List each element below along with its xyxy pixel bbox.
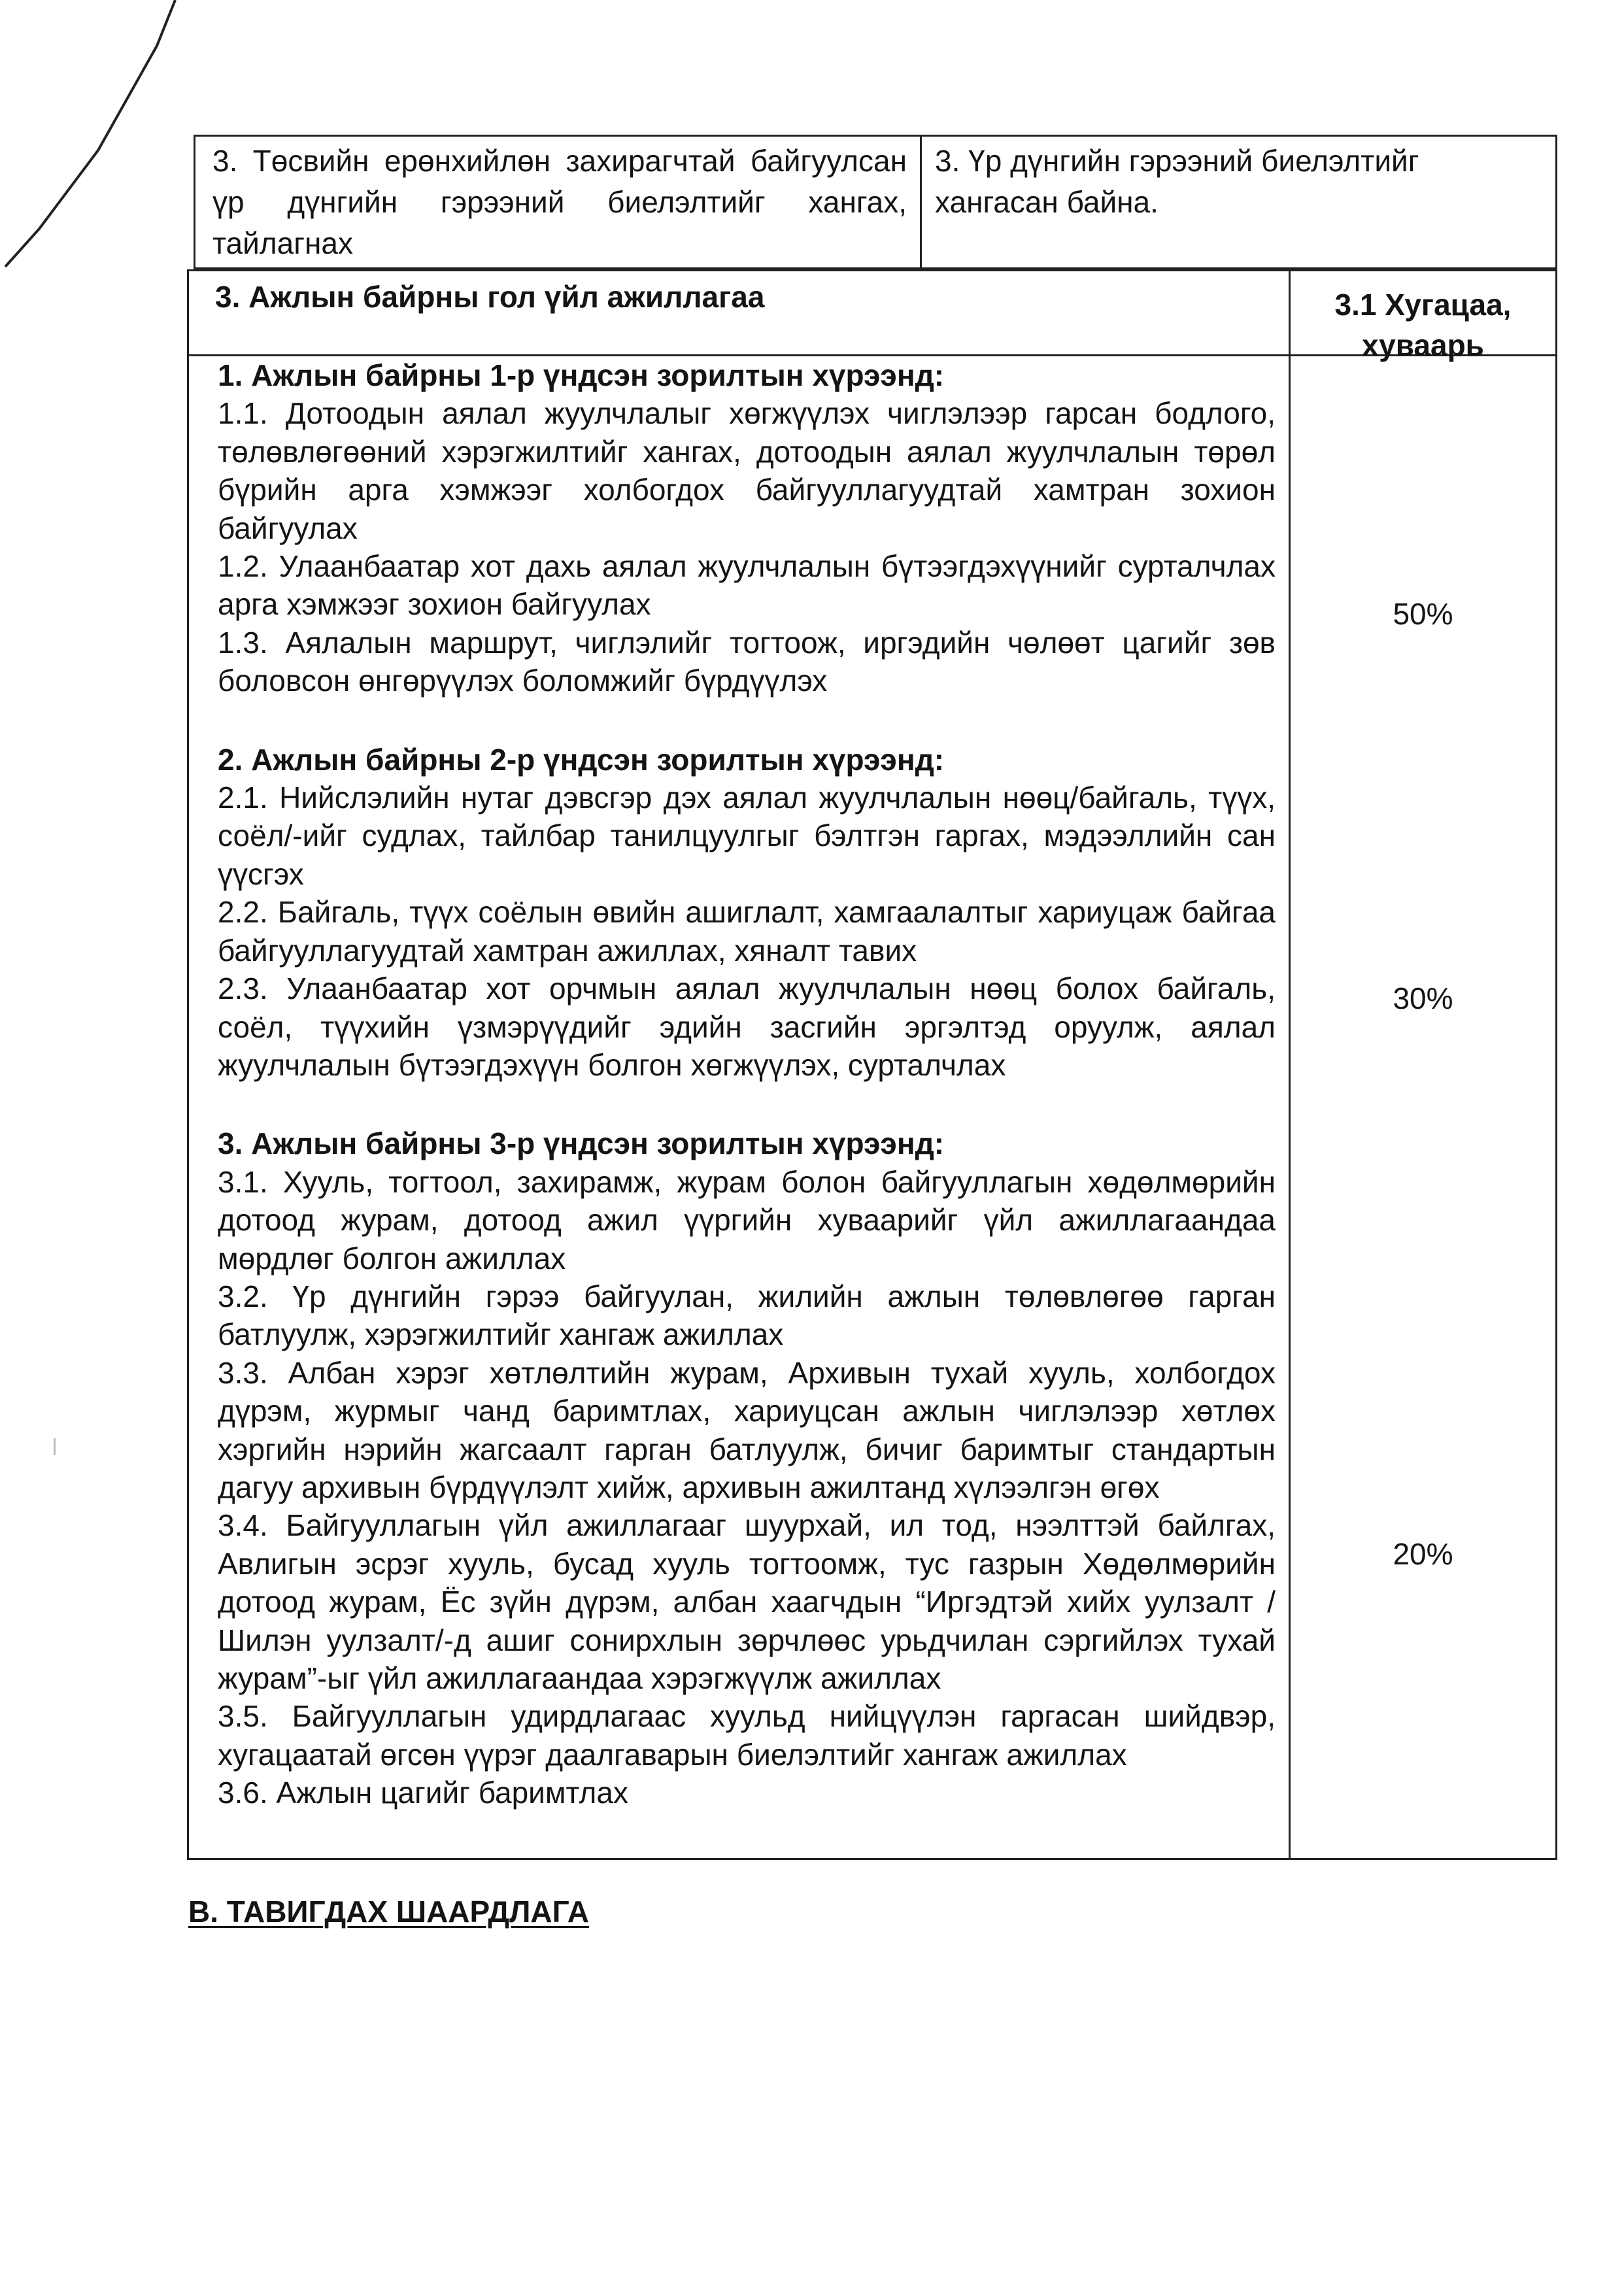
task-item: 2.1. Нийслэлийн нутаг дэвсгэр дэх аялал жуулчлалын нөөц/байгаль, түүх, соёл/-ийг судлах, тайлбар танилцуулгыг бэлтгэн гаргах, мэдээллийн сан үүсгэх (218, 781, 1276, 891)
activities-column (189, 356, 1291, 1858)
section-goal-3 (218, 1124, 1276, 1812)
main-activities-table (187, 269, 1557, 1860)
time-share-goal-2: 30% (1393, 981, 1453, 1015)
result-cell: 3. Үр дүнгийн гэрээний биелэлтийг хангасан байна. (935, 144, 1419, 220)
section-title: 1. Ажлын байрны 1-р үндсэн зорилтын хүрээнд: (218, 358, 945, 392)
duty-cell: 3. Төсвийн ерөнхийлөн захирагчтай байгуулсан үр дүнгийн гэрээний биелэлтийг хангах, тайлагнах (195, 137, 922, 267)
table-body (189, 356, 1555, 1858)
task-item: 3.2. Үр дүнгийн гэрээ байгуулан, жилийн ажлын төлөвлөгөө гарган батлуулж, хэрэгжилтийг хангаж ажиллах (218, 1279, 1276, 1352)
result-contract-table (194, 135, 1557, 269)
task-item: 1.3. Аялалын маршрут, чиглэлийг тогтоож, иргэдийн чөлөөт цагийг зөв боловсон өнгөрүүлэх боломжийг бүрдүүлэх (218, 625, 1276, 698)
section-title: 2. Ажлын байрны 2-р үндсэн зорилтын хүрээнд: (218, 742, 945, 777)
section-goal-1 (218, 356, 1276, 700)
scan-artifact-line (0, 0, 196, 275)
table-header (189, 271, 1555, 363)
schedule-column (1291, 356, 1555, 1858)
task-item: 1.2. Улаанбаатар хот дахь аялал жуулчлалын бүтээгдэхүүнийг сурталчлах арга хэмжээг зохион байгуулах (218, 549, 1276, 622)
task-item: 3.5. Байгууллагын удирдлагаас хуульд нийцүүлэн гаргасан шийдвэр, хугацаатай өгсөн үүрэг даалгаварын биелэлтийг хангаж ажиллах (218, 1699, 1276, 1772)
time-share-goal-1: 50% (1393, 597, 1453, 631)
requirements-heading: В. ТАВИГДАХ ШААРДЛАГА (188, 1895, 589, 1929)
task-item: 3.1. Хууль, тогтоол, захирамж, журам болон байгууллагын хөдөлмөрийн дотоод журам, дотоод ажил үүргийн хуваарийг үйл ажиллагаандаа мөрдлөг болгон ажиллах (218, 1164, 1276, 1275)
task-item: 3.6. Ажлын цагийг баримтлах (218, 1776, 628, 1810)
task-item: 3.4. Байгууллагын үйл ажиллагааг шуурхай, ил тод, нээлттэй байлгах, Авлигын эсрэг хууль, бусад хууль тогтоомж, тус газрын Хөдөлмөрийн дотоод журам, Ёс зүйн дүрэм, албан хаагчдын “Иргэдтэй хийх уулзалт /Шилэн уулзалт/-д ашиг сонирхлын зөрчлөөс урьдчилан сэргийлэх тухай журам”-ыг үйл ажиллагаандаа хэрэгжүүлж ажиллах (218, 1508, 1276, 1695)
task-item: 3.3. Албан хэрэг хөтлөлтийн журам, Архивын тухай хууль, холбогдох дүрэм, журмыг чанд баримтлах, хариуцсан ажлын чиглэлээр хөтлөх хэргийн нэрийн жагсаалт гарган батлуулж, бичиг баримтыг стандартын дагуу архивын бүрдүүлэлт хийж, архивын ажилтанд хүлээлгэн өгөх (218, 1355, 1276, 1504)
section-goal-2 (218, 741, 1276, 1085)
header-schedule: 3.1 Хугацаа, хуваарь (1334, 288, 1512, 363)
section-title: 3. Ажлын байрны 3-р үндсэн зорилтын хүрээнд: (218, 1126, 945, 1161)
header-activities: 3. Ажлын байрны гол үйл ажиллагаа (189, 271, 1291, 354)
scan-artifact-mark (54, 1438, 56, 1455)
task-item: 1.1. Дотоодын аялал жуулчлалыг хөгжүүлэх чиглэлээр гарсан бодлого, төлөвлөгөөний хэрэгжилтийг хангах, дотоодын аялал жуулчлалын төрөл бүрийн арга хэмжээг холбогдох байгууллагуудтай хамтран зохион байгуулах (218, 396, 1276, 545)
time-share-goal-3: 20% (1393, 1536, 1453, 1571)
task-item: 2.3. Улаанбаатар хот орчмын аялал жуулчлалын нөөц болох байгаль, соёл, түүхийн үзмэрүүдийг эдийн засгийн эргэлтэд оруулж, аялал жуулчлалын бүтээгдэхүүн болгон хөгжүүлэх, сурталчлах (218, 971, 1276, 1082)
task-item: 2.2. Байгаль, түүх соёлын өвийн ашиглалт, хамгаалалтыг хариуцаж байгаа байгууллагуудтай хамтран ажиллах, хяналт тавих (218, 895, 1276, 968)
